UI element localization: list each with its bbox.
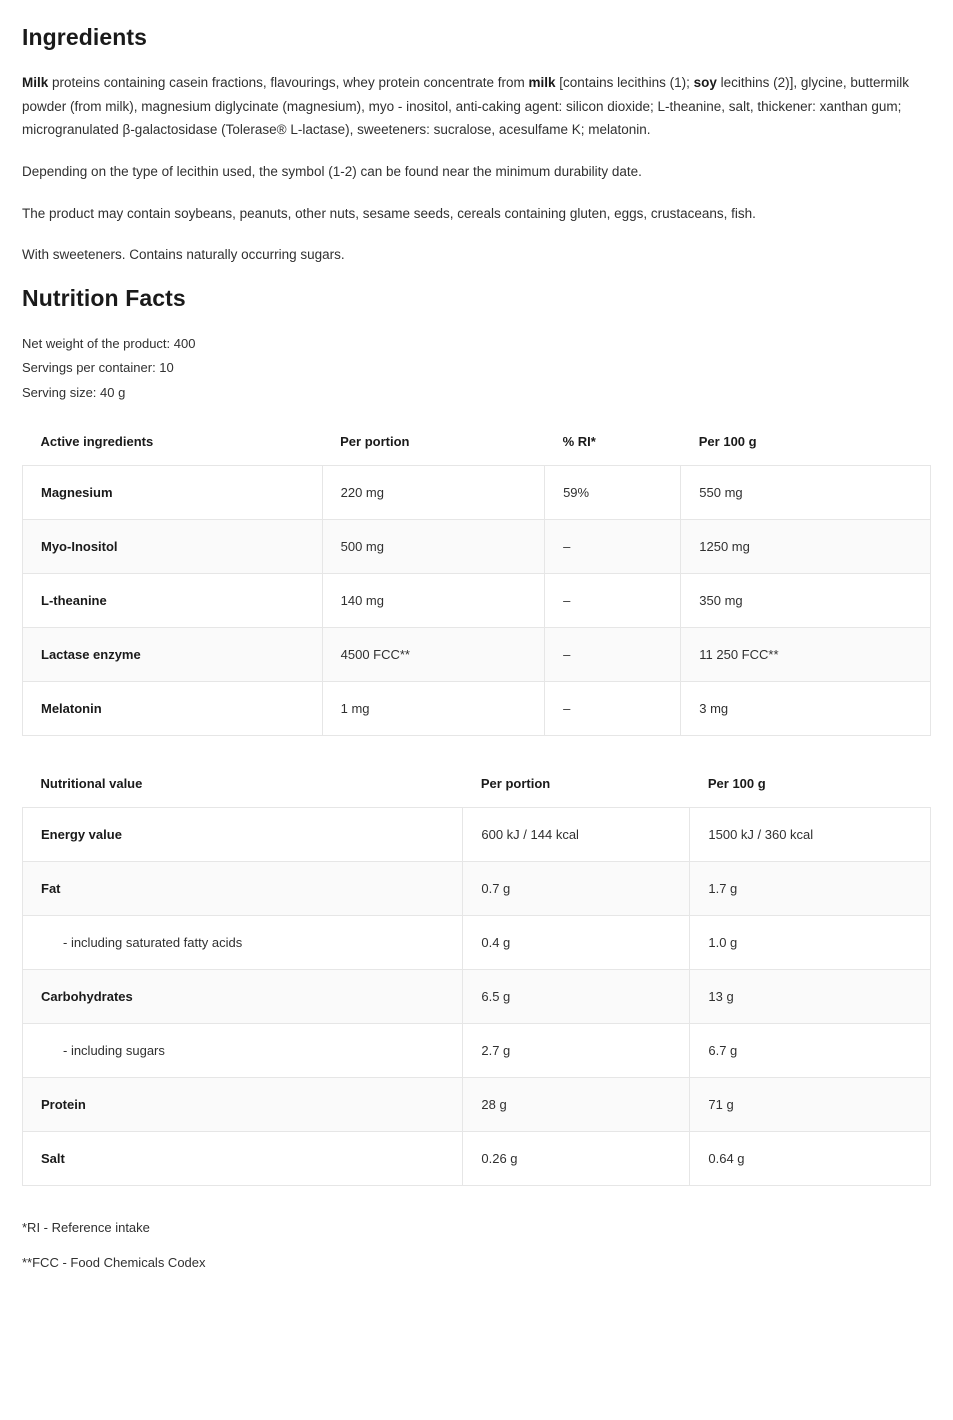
row-label: Magnesium: [23, 465, 323, 519]
row-value: –: [545, 681, 681, 735]
row-value: 0.26 g: [463, 1131, 690, 1185]
table-row: [23, 915, 931, 969]
row-value: 220 mg: [322, 465, 544, 519]
table-row: [23, 681, 931, 735]
allergen-emphasis: Milk: [22, 75, 49, 90]
col-header-per-100g: Per 100 g: [698, 433, 757, 449]
row-label: Protein: [23, 1077, 463, 1131]
row-value: 0.4 g: [463, 915, 690, 969]
active-ingredients-table-wrap: [22, 428, 931, 736]
row-label: L-theanine: [23, 573, 323, 627]
paragraph-text: lecithins (2)], glycine, buttermilk powder (from milk), magnesium diglycinate (magnesium), myo - inositol, anti-caking agent: silicon dioxide; L-theanine, salt, thickener: xanthan gum; microgranulated β-galactosidase (Tolerase® L-lactase), sweeteners: sucralose, acesulfame K; melatonin.: [22, 75, 909, 138]
table-row: [23, 1023, 931, 1077]
ingredients-paragraph: [22, 243, 922, 267]
row-value: 28 g: [463, 1077, 690, 1131]
paragraph-text: [contains lecithins (1);: [555, 75, 694, 90]
col-header-active-ingredients: Active ingredients: [40, 433, 154, 449]
col-header-ri-percent: % RI*: [562, 433, 596, 449]
col-header-nutritional-value: Nutritional value: [40, 775, 143, 791]
row-value: 2.7 g: [463, 1023, 690, 1077]
row-label: Melatonin: [23, 681, 323, 735]
row-label: Fat: [23, 861, 463, 915]
paragraph-text: Depending on the type of lecithin used, the symbol (1-2) can be found near the minimum durability date.: [22, 163, 642, 179]
row-label: - including saturated fatty acids: [23, 915, 463, 969]
row-value: 13 g: [690, 969, 931, 1023]
row-value: 1250 mg: [681, 519, 931, 573]
footnote-ri: *RI - Reference intake: [22, 1219, 150, 1235]
table-header-row: [23, 428, 931, 466]
serving-size-line: Serving size: 40 g: [22, 385, 126, 401]
row-value: 71 g: [690, 1077, 931, 1131]
serving-meta-block: [22, 332, 931, 406]
table-header-row: [23, 770, 931, 808]
table-row: [23, 465, 931, 519]
ingredients-text-block: [22, 71, 931, 267]
row-value: 6.7 g: [690, 1023, 931, 1077]
servings-per-container-line: Servings per container: 10: [22, 360, 174, 376]
paragraph-text: The product may contain soybeans, peanuts, other nuts, sesame seeds, cereals containing gluten, eggs, crustaceans, fish.: [22, 205, 756, 221]
row-value: 600 kJ / 144 kcal: [463, 807, 690, 861]
active-ingredients-table: [22, 428, 931, 736]
table-row: [23, 807, 931, 861]
allergen-emphasis: milk: [528, 75, 556, 90]
ingredients-paragraph: [22, 202, 922, 226]
row-value: 1.0 g: [690, 915, 931, 969]
col-header-per-portion: Per portion: [480, 775, 551, 791]
table-row: [23, 519, 931, 573]
row-value: 59%: [545, 465, 681, 519]
table-row: [23, 969, 931, 1023]
ingredients-paragraph: [22, 160, 922, 184]
row-label: Lactase enzyme: [23, 627, 323, 681]
col-header-per-portion: Per portion: [340, 433, 410, 449]
ingredients-paragraph: [22, 71, 922, 142]
row-value: 550 mg: [681, 465, 931, 519]
row-value: 11 250 FCC**: [681, 627, 931, 681]
row-label: Myo-Inositol: [23, 519, 323, 573]
nutrition-facts-heading: Nutrition Facts: [22, 284, 186, 311]
row-value: 350 mg: [681, 573, 931, 627]
row-value: –: [545, 519, 681, 573]
paragraph-text: With sweeteners. Contains naturally occurring sugars.: [22, 247, 345, 263]
table-row: [23, 627, 931, 681]
row-label: Carbohydrates: [23, 969, 463, 1023]
row-value: 4500 FCC**: [322, 627, 544, 681]
row-label: Energy value: [23, 807, 463, 861]
row-value: 0.7 g: [463, 861, 690, 915]
row-value: 500 mg: [322, 519, 544, 573]
row-value: 6.5 g: [463, 969, 690, 1023]
nutritional-value-table-wrap: [22, 770, 931, 1186]
paragraph-text: proteins containing casein fractions, flavourings, whey protein concentrate from: [48, 75, 529, 90]
footnote-fcc: **FCC - Food Chemicals Codex: [22, 1254, 206, 1270]
row-value: 1.7 g: [690, 861, 931, 915]
row-value: 3 mg: [681, 681, 931, 735]
table-row: [23, 1077, 931, 1131]
row-value: 1 mg: [322, 681, 544, 735]
row-label: - including sugars: [23, 1023, 463, 1077]
row-value: –: [545, 573, 681, 627]
table-row: [23, 861, 931, 915]
net-weight-line: Net weight of the product: 400: [22, 335, 196, 351]
nutritional-value-table: [22, 770, 931, 1186]
col-header-per-100g: Per 100 g: [707, 775, 766, 791]
row-label: Salt: [23, 1131, 463, 1185]
row-value: 1500 kJ / 360 kcal: [690, 807, 931, 861]
row-value: 0.64 g: [690, 1131, 931, 1185]
table-row: [23, 1131, 931, 1185]
allergen-emphasis: soy: [693, 75, 717, 90]
row-value: 140 mg: [322, 573, 544, 627]
row-value: –: [545, 627, 681, 681]
table-row: [23, 573, 931, 627]
ingredients-heading: Ingredients: [22, 24, 148, 50]
